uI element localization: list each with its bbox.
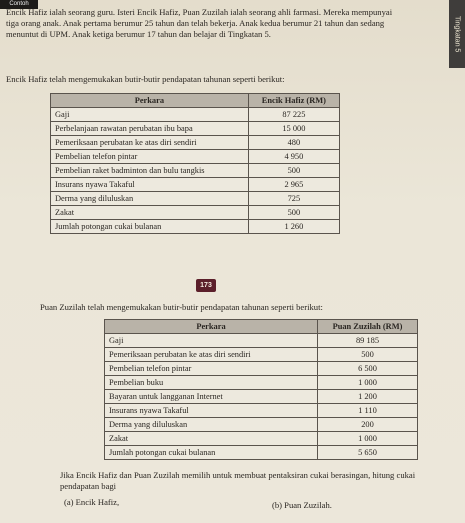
item-cell: Insurans nyawa Takaful	[51, 178, 249, 192]
question-part-b: (b) Puan Zuzilah.	[272, 500, 332, 510]
table-row	[51, 192, 340, 206]
table-row	[51, 164, 340, 178]
corner-label: Contoh	[0, 0, 38, 9]
amount-cell: 500	[318, 348, 418, 362]
amount-cell: 500	[248, 164, 339, 178]
amount-cell: 87 225	[248, 108, 339, 122]
table-row	[51, 136, 340, 150]
item-cell: Jumlah potongan cukai bulanan	[51, 220, 249, 234]
table-row	[105, 418, 418, 432]
item-cell: Pemeriksaan perubatan ke atas diri sendiri	[51, 136, 249, 150]
item-cell: Pembelian raket badminton dan bulu tangkis	[51, 164, 249, 178]
table-row	[51, 150, 340, 164]
page-number: 173	[196, 279, 216, 292]
table-row	[51, 178, 340, 192]
table-row	[105, 362, 418, 376]
column-header: Puan Zuzilah (RM)	[318, 320, 418, 334]
column-header: Perkara	[105, 320, 318, 334]
item-cell: Pembelian telefon pintar	[105, 362, 318, 376]
item-cell: Perbelanjaan rawatan perubatan ibu bapa	[51, 122, 249, 136]
table-header-row	[51, 94, 340, 108]
amount-cell: 1 110	[318, 404, 418, 418]
table-row	[51, 206, 340, 220]
item-cell: Pemeriksaan perubatan ke atas diri sendiri	[105, 348, 318, 362]
zuzilah-income-table	[104, 319, 418, 460]
amount-cell: 1 000	[318, 432, 418, 446]
table-row	[105, 390, 418, 404]
amount-cell: 4 950	[248, 150, 339, 164]
amount-cell: 480	[248, 136, 339, 150]
item-cell: Pembelian telefon pintar	[51, 150, 249, 164]
item-cell: Derma yang diluluskan	[51, 192, 249, 206]
item-cell: Zakat	[51, 206, 249, 220]
column-header: Perkara	[51, 94, 249, 108]
hafiz-income-table	[50, 93, 340, 234]
side-tab: Tingkatan 5	[449, 0, 465, 68]
amount-cell: 500	[248, 206, 339, 220]
question-part-a: (a) Encik Hafiz,	[64, 497, 120, 507]
item-cell: Pembelian buku	[105, 376, 318, 390]
item-cell: Insurans nyawa Takaful	[105, 404, 318, 418]
amount-cell: 1 000	[318, 376, 418, 390]
table-header-row	[105, 320, 418, 334]
item-cell: Gaji	[105, 334, 318, 348]
hafiz-intro: Encik Hafiz telah mengemukakan butir-butir pendapatan tahunan seperti berikut:	[6, 74, 285, 84]
table-row	[105, 334, 418, 348]
item-cell: Derma yang diluluskan	[105, 418, 318, 432]
amount-cell: 5 650	[318, 446, 418, 460]
intro-paragraph: Encik Hafiz ialah seorang guru. Isteri Encik Hafiz, Puan Zuzilah ialah seorang ahli farmasi. Mereka mempunyai tiga orang anak. Anak pertama berumur 25 tahun dan telah bekerja. Anak kedua berumur 21 tahun dan sedang menuntut di UPM. Anak ketiga berumur 17 tahun dan belajar di Tingkatan 5.	[6, 7, 393, 39]
item-cell: Gaji	[51, 108, 249, 122]
amount-cell: 2 965	[248, 178, 339, 192]
table-row	[105, 348, 418, 362]
table-row	[105, 432, 418, 446]
zuzilah-intro: Puan Zuzilah telah mengemukakan butir-butir pendapatan tahunan seperti berikut:	[40, 302, 323, 312]
table-row	[105, 446, 418, 460]
table-row	[51, 220, 340, 234]
amount-cell: 89 185	[318, 334, 418, 348]
amount-cell: 1 260	[248, 220, 339, 234]
item-cell: Zakat	[105, 432, 318, 446]
amount-cell: 1 200	[318, 390, 418, 404]
amount-cell: 15 000	[248, 122, 339, 136]
column-header: Encik Hafiz (RM)	[248, 94, 339, 108]
amount-cell: 725	[248, 192, 339, 206]
question-text: Jika Encik Hafiz dan Puan Zuzilah memilih untuk membuat pentaksiran cukai berasingan, hitung cukai pendapatan bagi	[60, 470, 416, 491]
item-cell: Bayaran untuk langganan Internet	[105, 390, 318, 404]
table-row	[105, 404, 418, 418]
table-row	[51, 122, 340, 136]
item-cell: Jumlah potongan cukai bulanan	[105, 446, 318, 460]
amount-cell: 200	[318, 418, 418, 432]
table-row	[51, 108, 340, 122]
amount-cell: 6 500	[318, 362, 418, 376]
table-row	[105, 376, 418, 390]
